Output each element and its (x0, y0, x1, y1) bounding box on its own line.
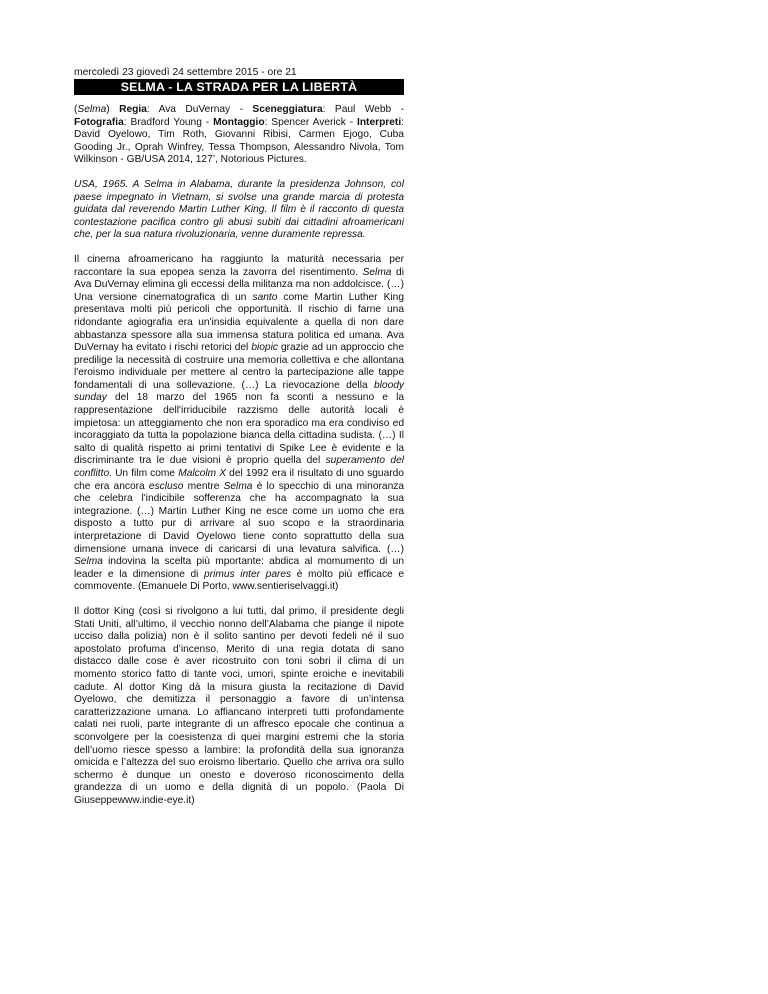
review1-italic: Selma (223, 480, 253, 492)
credits-paren-open: ( (74, 104, 78, 115)
credits-film-title: Selma (77, 104, 107, 115)
program-sheet (74, 66, 404, 819)
montaggio-value: : Spencer Averick - (264, 116, 357, 128)
fotografia-label: Fotografia (74, 116, 124, 128)
review1-text: del 1992 era il risultato di uno sguardo che era ancora (74, 468, 404, 492)
review1-italic: Selma (362, 266, 392, 278)
fotografia-value: : Bradford Young - (123, 116, 214, 128)
review-sentieriselvaggi (74, 254, 404, 594)
synopsis-paragraph: USA, 1965. A Selma in Alabama, durante la presidenza Johnson, col paese impegnato in Vietnam, si svolse una grande marcia di protesta guidata dal reverendo Martin Luther King. Il film è il racconto di questa contestazione pacifica contro gli abusi subiti dai cittadini afroamericani che, per la sua natura rivoluzionaria, venne duramente repressa. (74, 178, 404, 241)
review1-italic: biopic (251, 342, 278, 354)
review1-italic: primus inter pares (204, 568, 292, 580)
review1-italic: Malcolm X (178, 468, 227, 480)
review1-text: Il cinema afroamericano ha raggiunto la maturità necessaria per raccontare la sua epopea senza la zavorra del risentimento. (74, 253, 404, 278)
review1-italic: superamento del conflitto (74, 455, 404, 480)
regia-label: Regia (119, 104, 147, 115)
review1-text: di Ava DuVernay elimina gli eccessi della militanza ma non addolcisce. (…) Una versione cinematografica di un (74, 266, 404, 303)
review1-text: è lo specchio di una minoranza che celebra l'indicibile sofferenza che ha accompagnato la sua integrazione. (…) Martin Luther King ne esce come un uomo che era disposto a tutto pur di arrivare al suo scopo e la straordinaria interpretazione di David Oyelowo tiene conto soprattutto della sua dimensione umana invece di caricarsi di una levatura salvifica. (…) (74, 480, 405, 555)
montaggio-label: Montaggio (213, 116, 265, 128)
regia-value: : Ava DuVernay - (146, 104, 253, 115)
interpreti-value: : David Oyelowo, Tim Roth, Giovanni Ribisi, Carmen Ejogo, Cuba Gooding Jr., Oprah Winfrey, Tessa Thompson, Alessandro Nivola, Tom Wilkinson - GB/USA 2014, 127’, Notorious Pictures. (74, 116, 404, 166)
review-indie-eye: Il dottor King (così si rivolgono a lui tutti, dal primo, il presidente degli Stati Uniti, all’ultimo, il vecchio nonno dell’Alabama che piange il nipote ucciso dalla polizia) non è il solito santino per devoti fedeli né il suo apostolato profuma d’incenso. Merito di una regia dotata di sano distacco dalle cose è aver ricostruito con toni sobri il clima di un momento storico fatto di tante voci, umori, spinte eroiche e inevitabili cadute. Al dottor King dà la misura giusta la recitazione di David Oyelowo, che demitizza il personaggio a favore di un’intensa caratterizzazione umana. Lo affiancano interpreti tutti profondamente calati nei ruoli, parte integrante di un affresco epocale che continua a sconvolgere per la coesistenza di quei margini estremi che la storia dell’uomo riesce spesso a lambire: la profondità della sua ignoranza omicida e l’altezza del suo eroismo libertario. Quello che arriva ora sullo schermo è dunque un onesto e doveroso riconoscimento della grandezza di un uomo e della dignità di un popolo. (Paola Di Giuseppewww.indie-eye.it) (74, 605, 404, 806)
review1-italic: santo (252, 291, 278, 303)
review1-italic: Selma (74, 556, 103, 568)
review1-text: è molto più efficace e commovente. (Emanuele Di Porto, www.sentieriselvaggi.it) (74, 568, 404, 593)
review1-text: come Martin Luther King presentava molti più pericoli che opportunità. Il rischio di farne una ridondante agiografia era un'insidia equivalente a quella di non dare abbastanza spessore alla sua immensa statura politica ed umana. Ava DuVernay ha evitato i rischi retorici del (74, 291, 404, 354)
review1-text: . Un film come (109, 468, 179, 480)
sceneggiatura-value: : Paul Webb - (322, 104, 404, 115)
review1-italic: bloody sunday (74, 379, 404, 404)
interpreti-label: Interpreti (357, 116, 402, 128)
sceneggiatura-label: Sceneggiatura (252, 104, 323, 115)
review1-text: grazie ad un approccio che predilige la necessità di costruire una memoria collettiva e che allontana l'eroismo individuale per mettere al centro la partecipazione alle tappe fondamentali di una sollevazione. (…) La rievocazione della (74, 342, 404, 391)
credits-paragraph (74, 104, 404, 167)
screening-dateline: mercoledì 23 giovedì 24 settembre 2015 - ore 21 (74, 67, 297, 78)
review1-italic: escluso (148, 480, 184, 492)
review1-text: indovina la scelta più mportante: abdica al momumento di un leader e la dimensione di (74, 556, 404, 580)
film-title-banner: SELMA - LA STRADA PER LA LIBERTÀ (74, 79, 404, 95)
review1-text: del 18 marzo del 1965 non fa sconti a nessuno e la rappresentazione dell'irriducibile razzismo delle autorità locali è impietosa: un atteggiamento che non era sporadico ma era condiviso ed incoraggiato da tutta la popolazione bianca della cittadina sudista. (…) Il salto di qualità rispetto ai primi tentativi di Spike Lee è evidente e la discriminante tra le due visioni è proprio quella del (74, 392, 404, 467)
review1-text: mentre (183, 480, 224, 492)
credits-paren-close: ) (106, 104, 120, 115)
